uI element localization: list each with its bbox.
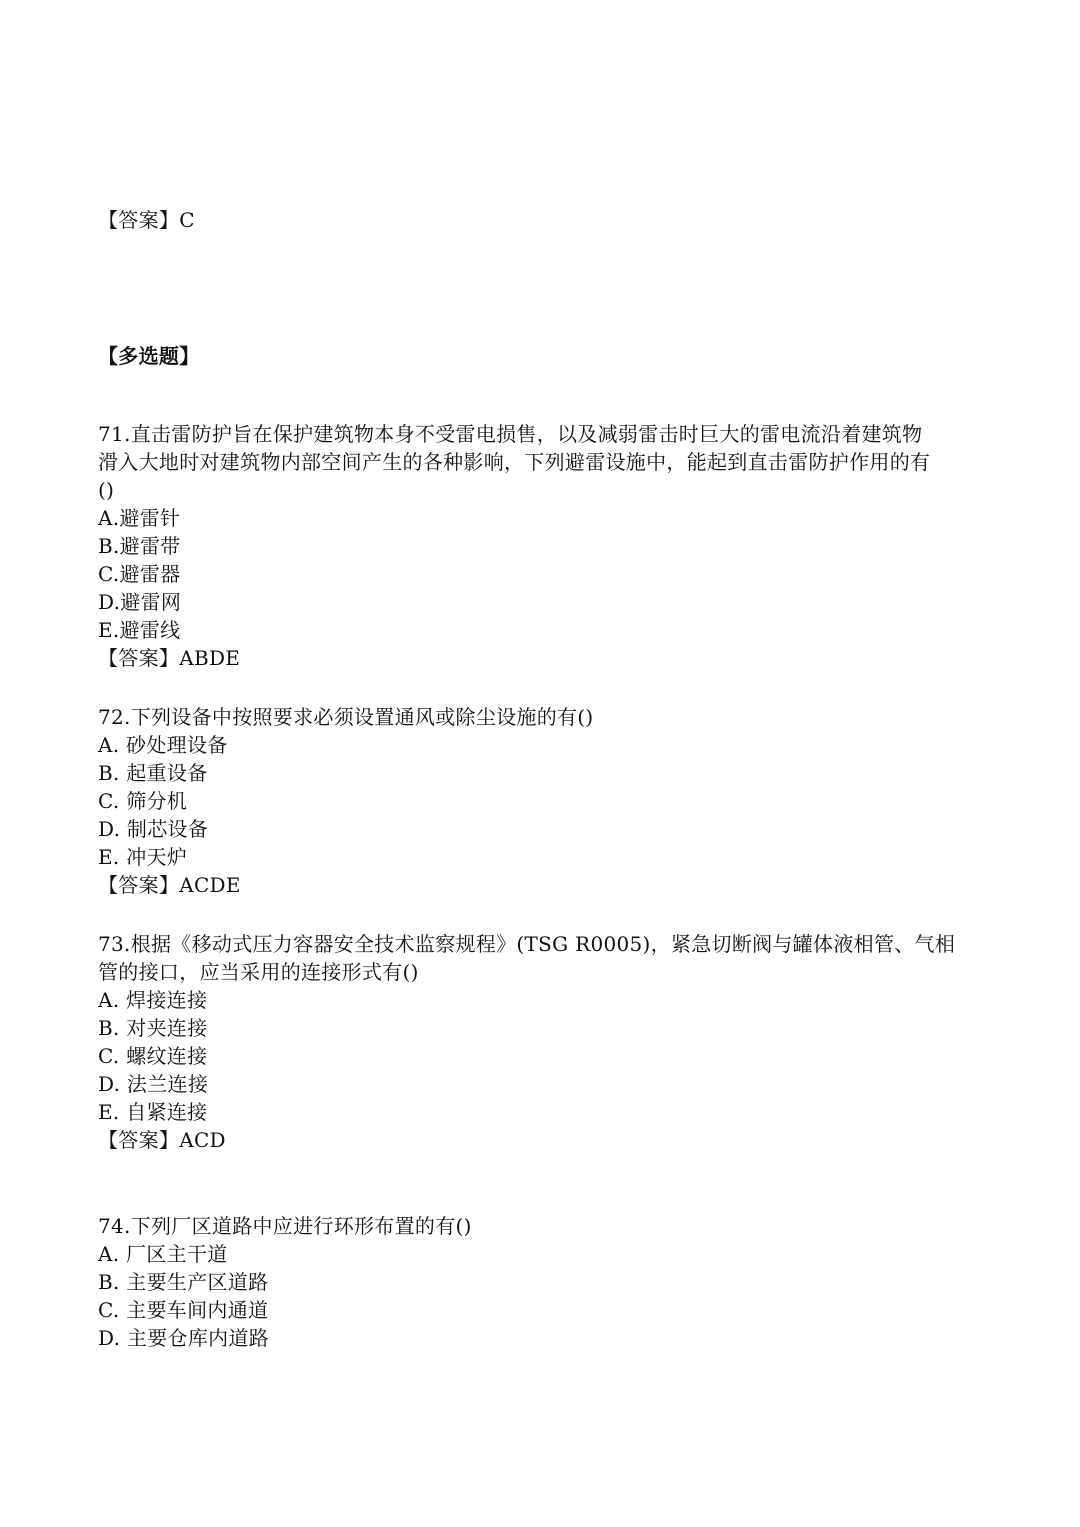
option-e: E. 冲天炉 <box>98 845 188 869</box>
answer: 【答案】ACDE <box>98 873 241 897</box>
option-b: B. 起重设备 <box>98 761 208 785</box>
option-e: E. 自紧连接 <box>98 1100 208 1124</box>
answer: 【答案】ACD <box>98 1128 226 1152</box>
question-73 <box>98 930 955 1154</box>
question-72 <box>98 703 594 899</box>
answer: 【答案】ABDE <box>98 646 241 670</box>
option-c: C. 主要车间内通道 <box>98 1298 269 1322</box>
section-title: 【多选题】 <box>98 344 200 368</box>
option-e: E.避雷线 <box>98 618 181 642</box>
option-c: C. 螺纹连接 <box>98 1044 208 1068</box>
question-stem-line: 滑入大地时对建筑物内部空间产生的各种影响，下列避雷设施中，能起到直击雷防护作用的有 <box>98 450 931 474</box>
question-stem-line: 74.下列厂区道路中应进行环形布置的有() <box>98 1214 472 1238</box>
option-b: B. 对夹连接 <box>98 1016 208 1040</box>
question-stem-line: 管的接口，应当采用的连接形式有() <box>98 960 419 984</box>
option-a: A. 砂处理设备 <box>98 733 228 757</box>
question-stem-line: () <box>98 478 115 502</box>
question-stem-line: 71.直击雷防护旨在保护建筑物本身不受雷电损售，以及减弱雷击时巨大的雷电流沿着建筑物 <box>98 422 923 446</box>
option-b: B. 主要生产区道路 <box>98 1270 269 1294</box>
option-c: C.避雷器 <box>98 562 181 586</box>
question-71 <box>98 420 930 672</box>
option-d: D.避雷网 <box>98 590 182 614</box>
question-stem-line: 72.下列设备中按照要求必须设置通风或除尘设施的有() <box>98 705 594 729</box>
option-d: D. 主要仓库内道路 <box>98 1326 270 1350</box>
option-d: D. 法兰连接 <box>98 1072 209 1096</box>
option-b: B.避雷带 <box>98 534 181 558</box>
previous-answer: 【答案】C <box>98 208 195 232</box>
option-d: D. 制芯设备 <box>98 817 209 841</box>
question-74 <box>98 1212 472 1352</box>
question-stem-line: 73.根据《移动式压力容器安全技术监察规程》(TSG R0005)，紧急切断阀与罐体液相管、气相 <box>98 932 956 956</box>
option-c: C. 筛分机 <box>98 789 188 813</box>
option-a: A. 焊接连接 <box>98 988 208 1012</box>
option-a: A. 厂区主干道 <box>98 1242 228 1266</box>
option-a: A.避雷针 <box>98 506 181 530</box>
